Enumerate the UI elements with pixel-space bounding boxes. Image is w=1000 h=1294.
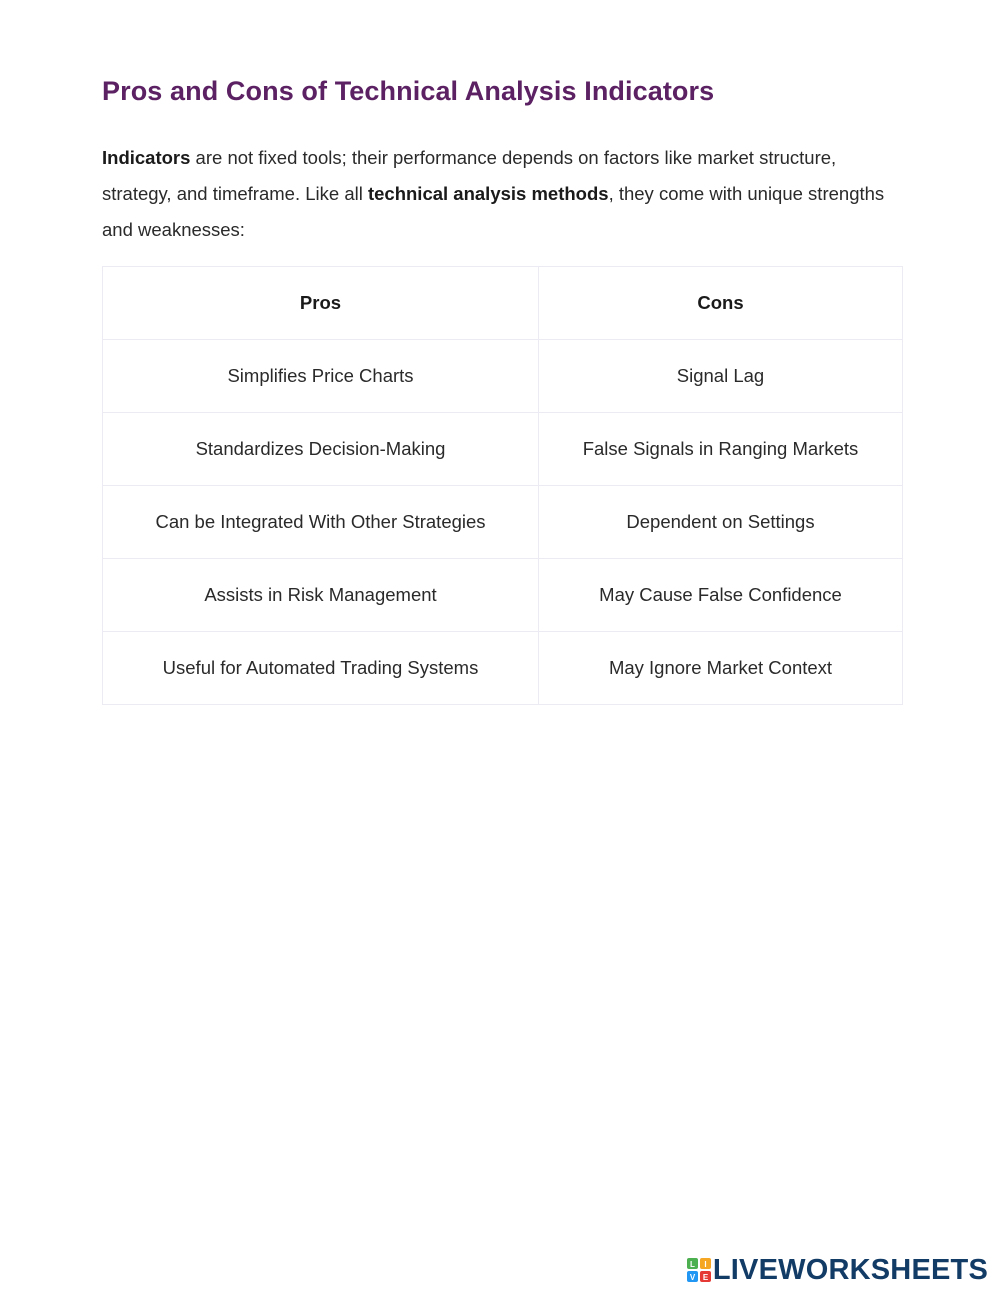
logo-badge-icon (687, 1258, 711, 1282)
logo-text: LIVEWORKSHEETS (712, 1254, 988, 1286)
intro-paragraph (102, 140, 902, 248)
badge-letter-l: L (689, 1260, 695, 1269)
table-row (103, 559, 903, 632)
header-cons: Cons (539, 267, 903, 340)
liveworksheets-logo[interactable] (687, 1255, 988, 1285)
pro-cell: Standardizes Decision-Making (103, 413, 539, 486)
badge-letter-e: E (702, 1273, 709, 1282)
table-row (103, 632, 903, 705)
table-row (103, 340, 903, 413)
con-cell: Dependent on Settings (539, 486, 903, 559)
con-cell: False Signals in Ranging Markets (539, 413, 903, 486)
pros-cons-table (102, 266, 903, 705)
pro-cell: Can be Integrated With Other Strategies (103, 486, 539, 559)
pro-cell: Useful for Automated Trading Systems (103, 632, 539, 705)
pro-cell: Assists in Risk Management (103, 559, 539, 632)
page-title: Pros and Cons of Technical Analysis Indicators (102, 76, 715, 106)
badge-letter-v: V (689, 1273, 696, 1282)
con-cell: May Ignore Market Context (539, 632, 903, 705)
con-cell: May Cause False Confidence (539, 559, 903, 632)
intro-text-2: , they come with unique strengths and weaknesses: (102, 183, 885, 240)
intro-text-1: are not fixed tools; their performance depends on factors like market structure, strategy, and timeframe. Like all (102, 147, 837, 204)
table-row (103, 413, 903, 486)
table-header-row (103, 267, 903, 340)
intro-bold-methods: technical analysis methods (367, 183, 609, 204)
con-cell: Signal Lag (539, 340, 903, 413)
badge-letter-i: I (704, 1260, 707, 1269)
intro-bold-indicators: Indicators (102, 147, 191, 168)
table-row (103, 486, 903, 559)
header-pros: Pros (103, 267, 539, 340)
pro-cell: Simplifies Price Charts (103, 340, 539, 413)
